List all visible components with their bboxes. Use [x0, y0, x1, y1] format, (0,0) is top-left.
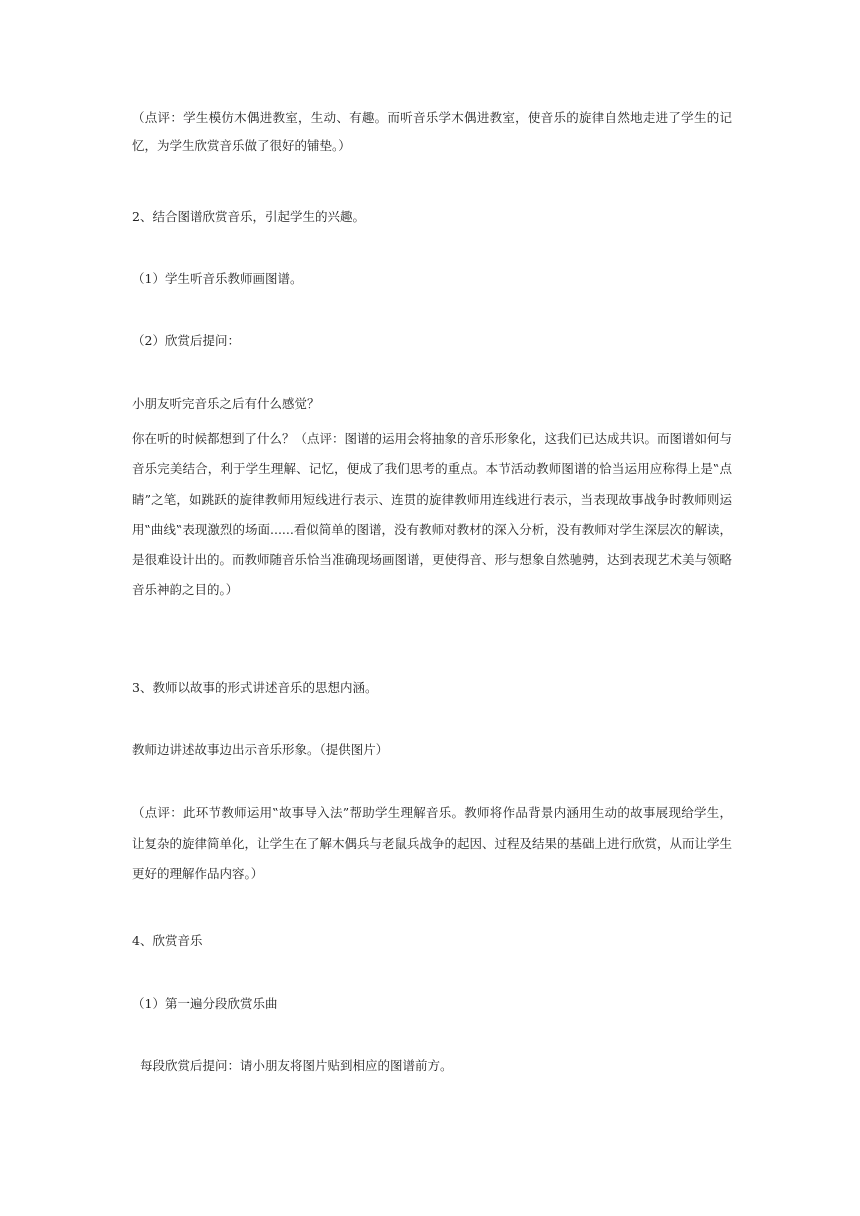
paragraph-question-feeling: 小朋友听完音乐之后有什么感觉？ — [132, 396, 320, 411]
paragraph-review-puppet-entry: （点评：学生模仿木偶进教室，生动、有趣。而听音乐学木偶进教室，使音乐的旋律自然地走进了学生的记忆，为学生欣赏音乐做了很好的铺垫。） — [132, 110, 732, 153]
paragraph-review-graphic-score: 你在听的时候都想到了什么？（点评：图谱的运用会将抽象的音乐形象化，这我们已达成共识。而图谱如何与音乐完美结合，利于学生理解、记忆，便成了我们思考的重点。本节活动教师图谱的恰当运用应称得上是‟点睛”之笔，如跳跃的旋律教师用短线进行表示、连贯的旋律教师用连线进行表示，当表现故事战争时教师则运用‟曲线‟表现激烈的场面......看似简单的图谱，没有教师对教材的深入分析，没有教师对学生深层次的解读，是很难设计出的。而教师随音乐恰当准确现场画图谱，更使得音、形与想象自然驰骋，达到表现艺术美与领略音乐神韵之目的。） — [132, 431, 733, 598]
paragraph-step-4-1: （1）第一遍分段欣赏乐曲 — [132, 996, 278, 1011]
paragraph-step-2-1: （1）学生听音乐教师画图谱。 — [132, 271, 303, 286]
paragraph-question-paste-images: 每段欣赏后提问：请小朋友将图片贴到相应的图谱前方。 — [140, 1058, 453, 1073]
paragraph-step-2-2: （2）欣赏后提问： — [132, 333, 240, 348]
heading-step-3: 3、教师以故事的形式讲述音乐的思想内涵。 — [132, 680, 378, 695]
heading-step-2: 2、结合图谱欣赏音乐，引起学生的兴趣。 — [132, 209, 365, 224]
paragraph-teacher-story: 教师边讲述故事边出示音乐形象。（提供图片） — [132, 742, 389, 757]
paragraph-review-story-method: （点评：此环节教师运用‟故事导入法”帮助学生理解音乐。教师将作品背景内涵用生动的故事展现给学生，让复杂的旋律简单化，让学生在了解木偶兵与老鼠兵战争的起因、过程及结果的基础上进行欣赏，从而让学生更好的理解作品内容。） — [132, 805, 733, 881]
heading-step-4: 4、欣赏音乐 — [132, 933, 203, 948]
